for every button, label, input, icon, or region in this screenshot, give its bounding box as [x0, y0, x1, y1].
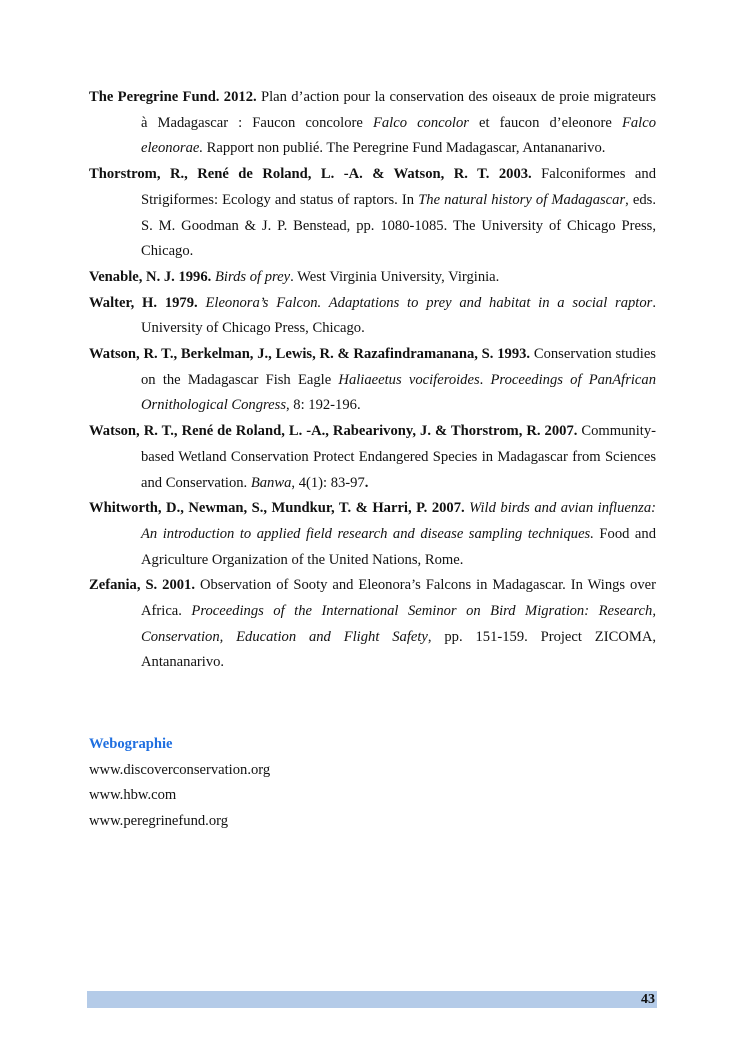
- reference-authors-year: Watson, R. T., Berkelman, J., Lewis, R. & Razafindramanana, S. 1993.: [89, 346, 531, 363]
- reference-entry: [89, 419, 656, 496]
- reference-list: [89, 85, 656, 676]
- reference-text: Observation of Sooty and Eleonora’s Falcons in Madagascar. In Wings over Africa.: [141, 577, 656, 620]
- reference-authors-year: The Peregrine Fund. 2012.: [89, 89, 257, 105]
- reference-entry: [89, 342, 656, 419]
- web-link[interactable]: www.discoverconservation.org: [89, 761, 271, 778]
- reference-text: , pp. 151-159. Project ZICOMA, Antananarivo.: [141, 628, 657, 671]
- web-link[interactable]: www.peregrinefund.org: [89, 813, 229, 830]
- reference-text: Rapport non publié. The Peregrine Fund Madagascar, Antananarivo.: [203, 140, 606, 157]
- reference-title-italic: Proceedings of the International Seminor on Bird Migration: Research, Conservation, Education and Flight Safety: [141, 603, 656, 645]
- page-footer-bar: [87, 991, 657, 1008]
- reference-text: .: [479, 371, 491, 388]
- web-link[interactable]: www.hbw.com: [89, 787, 177, 804]
- webography-section: [89, 732, 270, 835]
- reference-authors-year: Venable, N. J. 1996.: [89, 268, 212, 285]
- reference-entry: [89, 85, 656, 162]
- page-number: 43: [641, 992, 655, 1007]
- reference-text: . West Virginia University, Virginia.: [290, 268, 500, 285]
- reference-text: Falconiformes and Strigiformes: Ecology and status of raptors. In: [141, 166, 656, 208]
- reference-title-italic: Wild birds and avian influenza: An introduction to applied field research and disease sampling techniques.: [141, 500, 657, 542]
- reference-authors-year: Watson, R. T., René de Roland, L. -A., Rabearivony, J. & Thorstrom, R. 2007.: [89, 423, 578, 440]
- reference-entry: [89, 291, 656, 342]
- reference-text: . University of Chicago Press, Chicago.: [141, 294, 656, 337]
- reference-title-italic: Birds of prey: [214, 268, 291, 285]
- reference-text: , eds. S. M. Goodman & J. P. Benstead, pp. 1080-1085. The University of Chicago Press, Chicago.: [141, 191, 656, 260]
- reference-text: Plan d’action pour la conservation des oiseaux de proie migrateurs à Madagascar : Faucon concolore: [141, 89, 657, 131]
- reference-title-italic: Proceedings of PanAfrican Ornithological Congress: [141, 371, 656, 414]
- reference-authors-year: Walter, H. 1979.: [89, 294, 198, 311]
- reference-authors-year: Zefania, S. 2001.: [89, 577, 195, 594]
- reference-title-italic: Banwa: [250, 474, 292, 491]
- reference-text: Conservation studies on the Madagascar Fish Eagle: [141, 346, 656, 388]
- reference-title-italic: The natural history of Madagascar: [418, 191, 626, 208]
- reference-text: , 8: 192-196.: [286, 397, 361, 414]
- reference-entry: [89, 573, 656, 676]
- reference-title-italic: Falco eleonorae.: [141, 114, 656, 157]
- reference-authors-year: Whitworth, D., Newman, S., Mundkur, T. & Harri, P. 2007.: [89, 500, 465, 517]
- reference-text: Community-based Wetland Conservation Protect Endangered Species in Madagascar from Sciences and Conservation.: [141, 423, 656, 491]
- webography-heading: Webographie: [89, 736, 173, 752]
- reference-title-italic: Haliaeetus vociferoides: [338, 371, 480, 388]
- reference-entry: [89, 265, 656, 291]
- reference-authors-year: Thorstrom, R., René de Roland, L. -A. & Watson, R. T. 2003.: [89, 166, 532, 183]
- reference-text: , 4(1): 83-97: [291, 474, 365, 491]
- reference-title-italic: Falco concolor: [372, 114, 469, 131]
- reference-entry: [89, 162, 656, 265]
- reference-text: et faucon d’eleonore: [468, 114, 622, 131]
- reference-entry: [89, 496, 656, 573]
- reference-text: Food and Agriculture Organization of the United Nations, Rome.: [141, 525, 656, 568]
- reference-authors-year: .: [364, 474, 369, 491]
- reference-title-italic: Eleonora’s Falcon. Adaptations to prey and habitat in a social raptor: [205, 294, 653, 311]
